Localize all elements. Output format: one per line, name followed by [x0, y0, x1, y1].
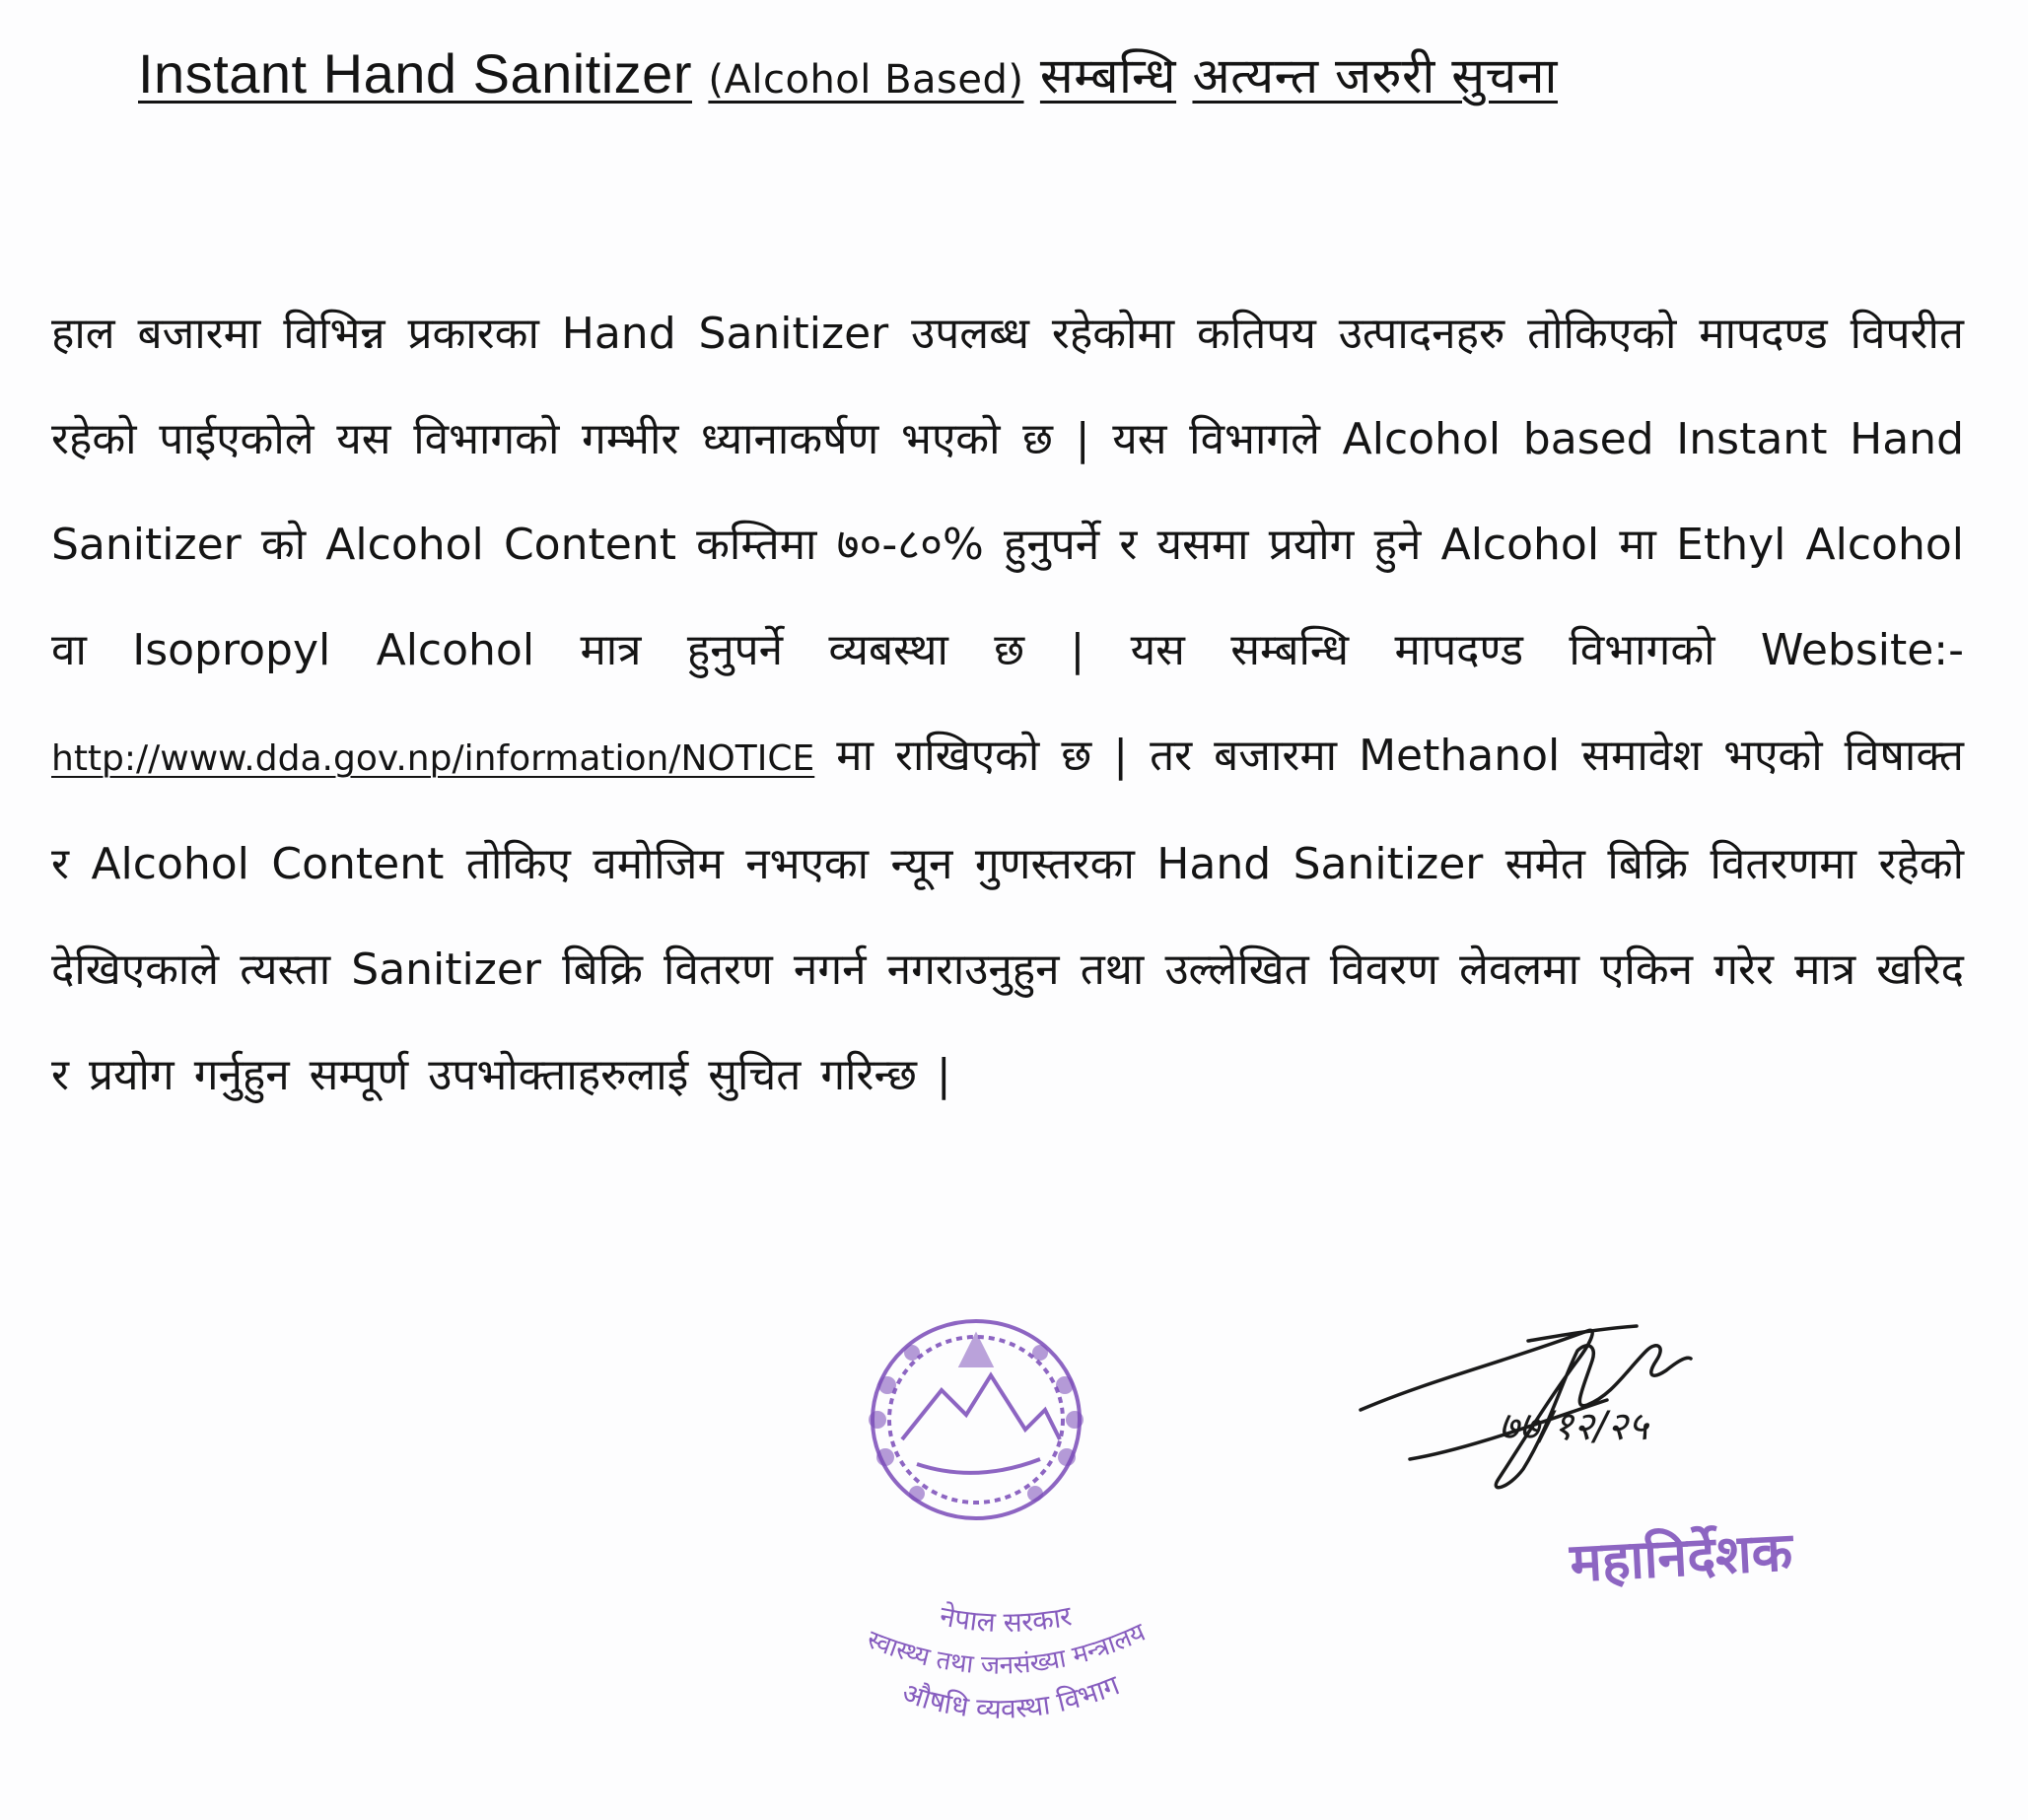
signature-graphic: [1351, 1301, 1863, 1518]
body-segment-1: हाल बजारमा विभिन्न प्रकारका Hand Sanitizer उपलब्ध रहेकोमा कतिपय उत्पादनहरु तोकिएको मापदण्ड विपरीत रहेको पाईएकोले यस विभागको गम्भीर ध्यानाकर्षण भएको छ | यस विभागले Alcohol based Instant Hand Sanitizer को Alcohol Content कम्तिमा ७०-८०% हुनुपर्ने र यसमा प्रयोग हुने Alcohol मा Ethyl Alcohol वा Isopropyl Alcohol मात्र हुनुपर्ने व्यबस्था छ | यस सम्बन्धि मापदण्ड विभागको Website:-: [51, 309, 1964, 675]
notice-link[interactable]: http://www.dda.gov.np/information/NOTICE: [51, 738, 815, 779]
title-parenthetical: (Alcohol Based): [708, 57, 1024, 103]
notice-body: [51, 281, 1964, 1128]
title-nepali-1: सम्बन्धि: [1039, 47, 1177, 105]
svg-text:नेपाल सरकार: [938, 1599, 1075, 1639]
seal-line-1: नेपाल सरकार: [937, 1599, 1075, 1640]
notice-title: [138, 39, 1893, 114]
title-english: Instant Hand Sanitizer: [138, 42, 692, 105]
title-nepali-2: अत्यन्त जरुरी सुचना: [1192, 47, 1559, 105]
seal-line-2: स्वास्थ्य तथा जनसंख्या मन्त्रालय: [863, 1617, 1151, 1681]
seal-graphic: [730, 1292, 1282, 1785]
designation-stamp: [1508, 1499, 1853, 1607]
handwritten-signature: [1351, 1301, 1863, 1518]
official-seal: [730, 1292, 1282, 1785]
designation-text: महानिर्देशक: [1568, 1520, 1794, 1594]
designation-stamp-graphic: [1508, 1499, 1853, 1607]
body-segment-2: मा राखिएको छ | तर बजारमा Methanol समावेश भएको विषाक्त र Alcohol Content तोकिए वमोजिम नभएका न्यून गुणस्तरका Hand Sanitizer समेत बिक्रि वितरणमा रहेको देखिएकाले त्यस्ता Sanitizer बिक्रि वितरण नगर्न नगराउनुहुन तथा उल्लेखित विवरण लेवलमा एकिन गरेर मात्र खरिद र प्रयोग गर्नुहुन सम्पूर्ण उपभोक्ताहरुलाई सुचित गरिन्छ |: [51, 731, 1965, 1100]
signature-date: ७७/१२/२५: [1499, 1404, 1648, 1449]
seal-line-3: औषधि व्यवस्था विभाग: [898, 1668, 1124, 1725]
